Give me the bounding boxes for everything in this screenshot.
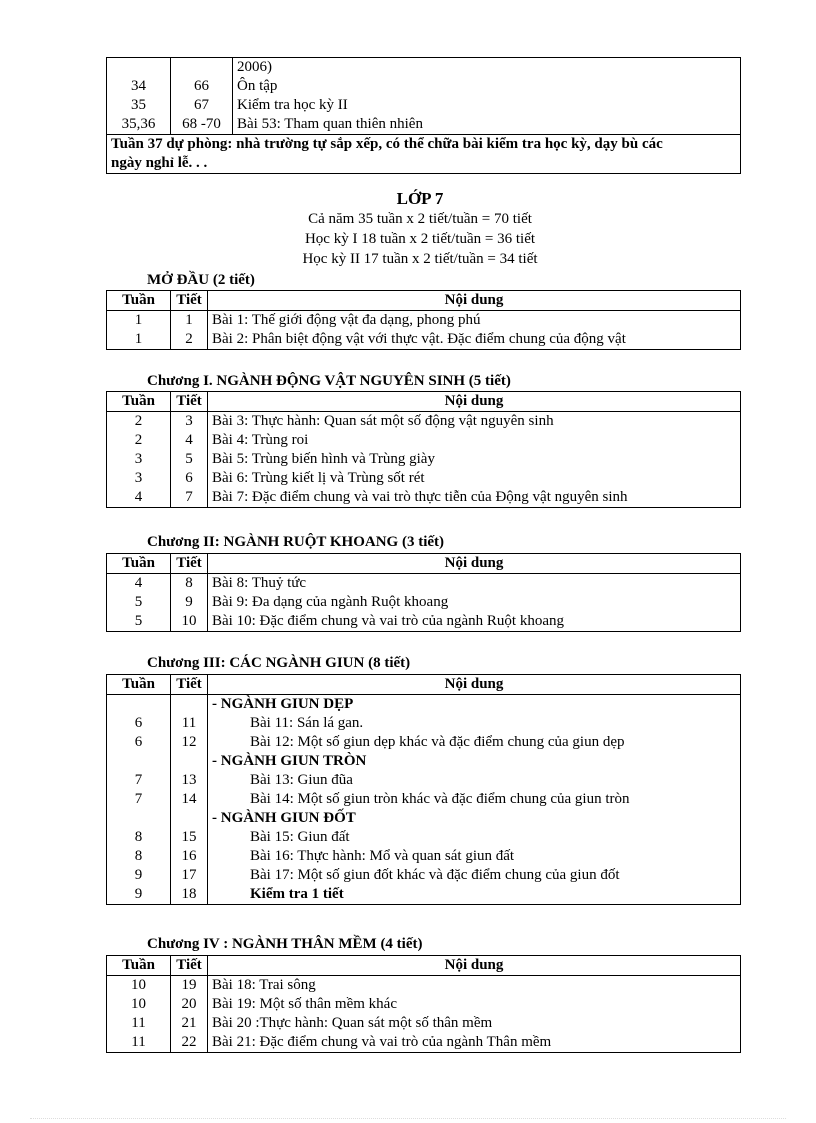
table-row: 9 18 Kiểm tra 1 tiết <box>107 885 741 905</box>
header-content: Nội dung <box>208 392 741 412</box>
note-text-line2: ngày nghỉ lễ. . . <box>111 155 208 171</box>
table-row: 1 1 Bài 1: Thế giới động vật đa dạng, phong phú <box>107 311 741 331</box>
ch1-table <box>106 391 741 508</box>
table-row: 6 11 Bài 11: Sán lá gan. <box>107 714 741 733</box>
table-row: 8 16 Bài 16: Thực hành: Mổ và quan sát giun đất <box>107 847 741 866</box>
table-row: 9 17 Bài 17: Một số giun đốt khác và đặc điểm chung của giun đốt <box>107 866 741 885</box>
header-period: Tiết <box>171 392 208 412</box>
section-title-intro: MỞ ĐẦU (2 tiết) <box>147 272 255 288</box>
table-row: 2 4 Bài 4: Trùng roi <box>107 431 741 450</box>
table-row: 10 20 Bài 19: Một số thân mềm khác <box>107 995 741 1014</box>
header-period: Tiết <box>171 956 208 976</box>
table-row: 4 7 Bài 7: Đặc điểm chung và vai trò thực tiễn của Động vật nguyên sinh <box>107 488 741 508</box>
header-week: Tuần <box>107 392 171 412</box>
header-period: Tiết <box>171 675 208 695</box>
header-week: Tuần <box>107 675 171 695</box>
table-row: 3 6 Bài 6: Trùng kiết lị và Trùng sốt rét <box>107 469 741 488</box>
table-row: 3 5 Bài 5: Trùng biến hình và Trùng giày <box>107 450 741 469</box>
note-text: dự phòng: nhà trường tự sắp xếp, có thể chữa bài kiểm tra học kỳ, dạy bù các <box>166 136 663 152</box>
table-row: 8 15 Bài 15: Giun đất <box>107 828 741 847</box>
header-content: Nội dung <box>208 291 741 311</box>
table-row: 34 66 Ôn tập <box>107 77 741 96</box>
header-content: Nội dung <box>208 675 741 695</box>
page-bottom-divider <box>30 1118 786 1119</box>
table-row: 1 2 Bài 2: Phân biệt động vật với thực vật. Đặc điểm chung của động vật <box>107 330 741 350</box>
table-row: 7 14 Bài 14: Một số giun tròn khác và đặc điểm chung của giun tròn <box>107 790 741 809</box>
header-content: Nội dung <box>208 554 741 574</box>
section-title-ch1: Chương I. NGÀNH ĐỘNG VẬT NGUYÊN SINH (5 tiết) <box>147 373 511 389</box>
table-row: 5 9 Bài 9: Đa dạng của ngành Ruột khoang <box>107 593 741 612</box>
grade-summary-term1: Học kỳ I 18 tuần x 2 tiết/tuần = 36 tiết <box>304 231 536 247</box>
table-row: 2006) <box>107 58 741 78</box>
table-header-row <box>107 392 741 412</box>
ch3-table <box>106 674 741 905</box>
table-row: 5 10 Bài 10: Đặc điểm chung và vai trò của ngành Ruột khoang <box>107 612 741 632</box>
ch2-table <box>106 553 741 632</box>
table-row: 11 22 Bài 21: Đặc điểm chung và vai trò của ngành Thân mềm <box>107 1033 741 1053</box>
table-header-row <box>107 675 741 695</box>
table-header-row <box>107 956 741 976</box>
table-row: 7 13 Bài 13: Giun đũa <box>107 771 741 790</box>
grade-summary-term2: Học kỳ II 17 tuần x 2 tiết/tuần = 34 tiết <box>302 251 538 267</box>
table-header-row <box>107 554 741 574</box>
ch4-table <box>106 955 741 1053</box>
table-row: 11 21 Bài 20 :Thực hành: Quan sát một số thân mềm <box>107 1014 741 1033</box>
intro-table <box>106 290 741 350</box>
section-title-ch4: Chương IV : NGÀNH THÂN MỀM (4 tiết) <box>147 936 423 952</box>
subgroup-row: - NGÀNH GIUN TRÒN <box>107 752 741 771</box>
note-lead: Tuần 37 <box>111 136 163 152</box>
table-row: 4 8 Bài 8: Thuỷ tức <box>107 574 741 594</box>
header-period: Tiết <box>171 554 208 574</box>
table-row: 2 3 Bài 3: Thực hành: Quan sát một số động vật nguyên sinh <box>107 412 741 432</box>
section-title-ch2: Chương II: NGÀNH RUỘT KHOANG (3 tiết) <box>147 534 445 550</box>
grade-summary-year: Cả năm 35 tuần x 2 tiết/tuần = 70 tiết <box>308 211 532 227</box>
table-header-row <box>107 291 741 311</box>
previous-grade-table <box>106 57 741 174</box>
table-row: 10 19 Bài 18: Trai sông <box>107 976 741 996</box>
subgroup-row: - NGÀNH GIUN ĐỐT <box>107 809 741 828</box>
header-week: Tuần <box>107 554 171 574</box>
table-row: 35,36 68 -70 Bài 53: Tham quan thiên nhiên <box>107 115 741 135</box>
table-row: 35 67 Kiểm tra học kỳ II <box>107 96 741 115</box>
note-row <box>107 135 741 174</box>
header-period: Tiết <box>171 291 208 311</box>
grade-title: LỚP 7 <box>396 189 444 208</box>
header-week: Tuần <box>107 291 171 311</box>
subgroup-row: - NGÀNH GIUN DẸP <box>107 695 741 715</box>
header-content: Nội dung <box>208 956 741 976</box>
section-title-ch3: Chương III: CÁC NGÀNH GIUN (8 tiết) <box>147 655 411 671</box>
grade-heading <box>0 189 816 269</box>
table-row: 6 12 Bài 12: Một số giun dẹp khác và đặc điểm chung của giun dẹp <box>107 733 741 752</box>
header-week: Tuần <box>107 956 171 976</box>
